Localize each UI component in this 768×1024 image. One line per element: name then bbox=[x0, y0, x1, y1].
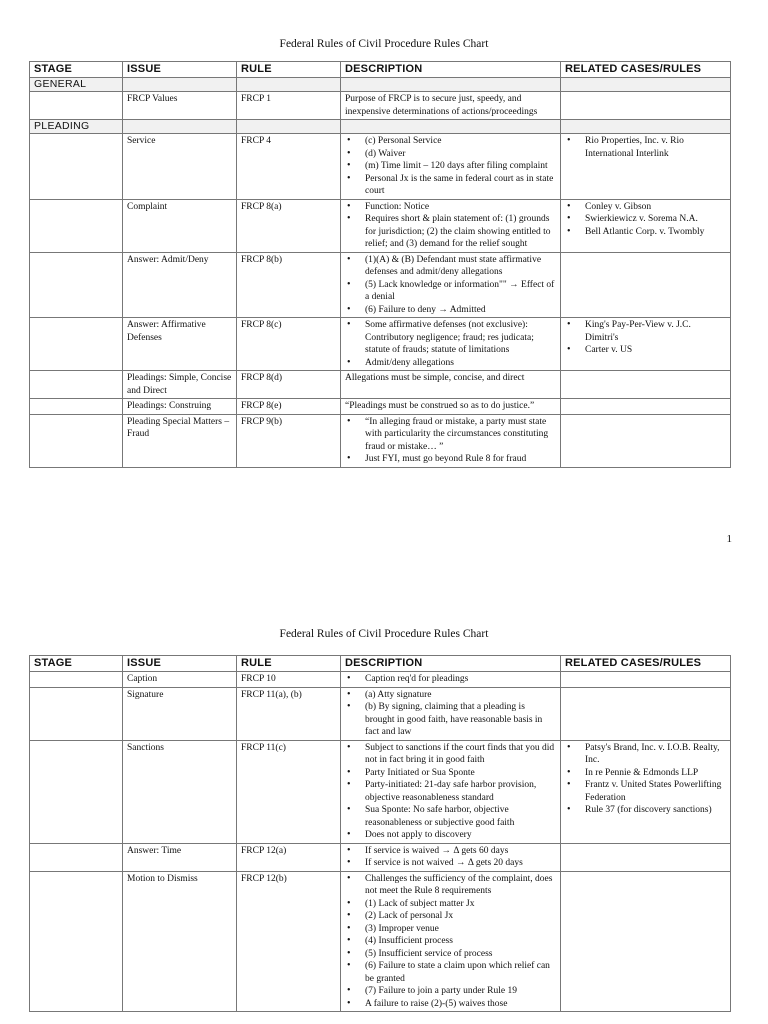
issue-cell: Motion to Dismiss bbox=[123, 871, 237, 1012]
table-row bbox=[30, 871, 731, 1012]
description-bullet: • (m) Time limit – 120 days after filing complaint bbox=[365, 160, 556, 173]
description-bullet: • (3) Improper venue bbox=[365, 923, 556, 936]
description-bullet: • A failure to raise (2)-(5) waives those bbox=[365, 998, 556, 1011]
header-related-cases: RELATED CASES/RULES bbox=[561, 62, 731, 78]
description-cell bbox=[341, 871, 561, 1012]
rule-cell: FRCP 9(b) bbox=[237, 414, 341, 467]
table-row bbox=[30, 843, 731, 871]
description-cell bbox=[341, 318, 561, 371]
issue-cell: Complaint bbox=[123, 199, 237, 252]
table-header-row bbox=[30, 62, 731, 78]
document-page-2 bbox=[0, 600, 768, 1024]
case-bullet: • Bell Atlantic Corp. v. Twombly bbox=[585, 226, 726, 239]
description-bullet: • Party Initiated or Sua Sponte bbox=[365, 767, 556, 780]
page-gap bbox=[0, 560, 768, 600]
description-cell: “Pleadings must be construed so as to do justice.” bbox=[341, 399, 561, 415]
description-cell bbox=[341, 199, 561, 252]
description-bullet: • (5) Lack knowledge or information"" → Effect of a denial bbox=[365, 279, 556, 304]
description-bullet: • (6) Failure to state a claim upon which relief can be granted bbox=[365, 960, 556, 985]
description-bullet: • Just FYI, must go beyond Rule 8 for fraud bbox=[365, 453, 556, 466]
description-bullet: • (7) Failure to join a party under Rule 19 bbox=[365, 985, 556, 998]
rule-cell: FRCP 10 bbox=[237, 672, 341, 688]
description-cell bbox=[341, 414, 561, 467]
related-cases-cell bbox=[561, 134, 731, 200]
description-bullet: • (a) Atty signature bbox=[365, 689, 556, 702]
description-bullet: • If service is not waived → Δ gets 20 days bbox=[365, 857, 556, 870]
issue-cell: FRCP Values bbox=[123, 92, 237, 120]
issue-cell: Sanctions bbox=[123, 740, 237, 843]
case-bullet: • Rule 37 (for discovery sanctions) bbox=[585, 804, 726, 817]
header-issue: ISSUE bbox=[123, 62, 237, 78]
description-bullet: • Personal Jx is the same in federal court as in state court bbox=[365, 173, 556, 198]
issue-cell: Service bbox=[123, 134, 237, 200]
description-bullet: • Party-initiated: 21-day safe harbor provision, objective reasonableness standard bbox=[365, 779, 556, 804]
description-bullet: • (2) Lack of personal Jx bbox=[365, 910, 556, 923]
rule-cell: FRCP 8(e) bbox=[237, 399, 341, 415]
case-bullet: • Patsy's Brand, Inc. v. I.O.B. Realty, Inc. bbox=[585, 742, 726, 767]
description-bullet: • (5) Insufficient service of process bbox=[365, 948, 556, 961]
table-row bbox=[30, 687, 731, 740]
case-bullet: • Frantz v. United States Powerlifting Federation bbox=[585, 779, 726, 804]
description-bullet: • (6) Failure to deny → Admitted bbox=[365, 304, 556, 317]
page-number: 1 bbox=[726, 533, 732, 545]
case-bullet: • King's Pay-Per-View v. J.C. Dimitri's bbox=[585, 319, 726, 344]
table-header-row bbox=[30, 656, 731, 672]
description-bullet: • Does not apply to discovery bbox=[365, 829, 556, 842]
issue-cell: Pleadings: Simple, Concise and Direct bbox=[123, 371, 237, 399]
issue-cell: Answer: Affirmative Defenses bbox=[123, 318, 237, 371]
rules-chart-table bbox=[29, 61, 731, 468]
description-bullet: • If service is waived → Δ gets 60 days bbox=[365, 845, 556, 858]
description-bullet: • (1)(A) & (B) Defendant must state affirmative defenses and admit/deny allegations bbox=[365, 254, 556, 279]
document-title: Federal Rules of Civil Procedure Rules Chart bbox=[279, 628, 489, 640]
issue-cell: Pleading Special Matters – Fraud bbox=[123, 414, 237, 467]
description-bullet: • Sua Sponte: No safe harbor, objective reasonableness or subjective good faith bbox=[365, 804, 556, 829]
rule-cell: FRCP 8(b) bbox=[237, 252, 341, 318]
issue-cell: Pleadings: Construing bbox=[123, 399, 237, 415]
header-stage: STAGE bbox=[30, 656, 123, 672]
table-row bbox=[30, 199, 731, 252]
rule-cell: FRCP 8(d) bbox=[237, 371, 341, 399]
description-bullet: • (1) Lack of subject matter Jx bbox=[365, 898, 556, 911]
description-bullet: • (d) Waiver bbox=[365, 148, 556, 161]
stage-row-general bbox=[30, 78, 731, 92]
table-row bbox=[30, 252, 731, 318]
stage-label: GENERAL bbox=[30, 78, 123, 92]
rule-cell: FRCP 4 bbox=[237, 134, 341, 200]
header-rule: RULE bbox=[237, 62, 341, 78]
description-bullet: • Some affirmative defenses (not exclusive): Contributory negligence; fraud; res judicata; statute of frauds; statute of limitations bbox=[365, 319, 556, 357]
table-row bbox=[30, 399, 731, 415]
description-cell bbox=[341, 134, 561, 200]
rule-cell: FRCP 12(b) bbox=[237, 871, 341, 1012]
description-bullet: • (b) By signing, claiming that a pleading is brought in good faith, have reasonable basis in fact and law bbox=[365, 701, 556, 739]
table-row bbox=[30, 371, 731, 399]
description-bullet: • “In alleging fraud or mistake, a party must state with particularity the circumstances constituting fraud or mistake… ” bbox=[365, 416, 556, 454]
rule-cell: FRCP 1 bbox=[237, 92, 341, 120]
related-cases-cell bbox=[561, 740, 731, 843]
case-bullet: • Swierkiewicz v. Sorema N.A. bbox=[585, 213, 726, 226]
description-cell bbox=[341, 252, 561, 318]
related-cases-cell bbox=[561, 199, 731, 252]
stage-row-pleading bbox=[30, 120, 731, 134]
table-row bbox=[30, 740, 731, 843]
header-issue: ISSUE bbox=[123, 656, 237, 672]
header-description: DESCRIPTION bbox=[341, 62, 561, 78]
table-row bbox=[30, 134, 731, 200]
rule-cell: FRCP 11(a), (b) bbox=[237, 687, 341, 740]
description-cell bbox=[341, 672, 561, 688]
header-description: DESCRIPTION bbox=[341, 656, 561, 672]
description-bullet: • Function: Notice bbox=[365, 201, 556, 214]
description-bullet: • Caption req'd for pleadings bbox=[365, 673, 556, 686]
description-cell bbox=[341, 687, 561, 740]
rule-cell: FRCP 11(c) bbox=[237, 740, 341, 843]
description-bullet: • Subject to sanctions if the court finds that you did not in fact bring it in good faith bbox=[365, 742, 556, 767]
description-cell: Allegations must be simple, concise, and direct bbox=[341, 371, 561, 399]
document-title: Federal Rules of Civil Procedure Rules Chart bbox=[279, 38, 489, 50]
description-cell bbox=[341, 740, 561, 843]
case-bullet: • In re Pennie & Edmonds LLP bbox=[585, 767, 726, 780]
issue-cell: Answer: Admit/Deny bbox=[123, 252, 237, 318]
description-bullet: • (c) Personal Service bbox=[365, 135, 556, 148]
table-row bbox=[30, 92, 731, 120]
rule-cell: FRCP 8(a) bbox=[237, 199, 341, 252]
issue-cell: Caption bbox=[123, 672, 237, 688]
case-bullet: • Rio Properties, Inc. v. Rio International Interlink bbox=[585, 135, 726, 160]
description-bullet: • (4) Insufficient process bbox=[365, 935, 556, 948]
description-bullet: • Challenges the sufficiency of the complaint, does not meet the Rule 8 requirements bbox=[365, 873, 556, 898]
description-bullet: • Requires short & plain statement of: (1) grounds for jurisdiction; (2) the claim showing entitled to relief; and (3) demand for the relief sought bbox=[365, 213, 556, 251]
table-row bbox=[30, 318, 731, 371]
issue-cell: Signature bbox=[123, 687, 237, 740]
description-cell bbox=[341, 843, 561, 871]
header-related-cases: RELATED CASES/RULES bbox=[561, 656, 731, 672]
header-stage: STAGE bbox=[30, 62, 123, 78]
case-bullet: • Conley v. Gibson bbox=[585, 201, 726, 214]
case-bullet: • Carter v. US bbox=[585, 344, 726, 357]
description-cell: Purpose of FRCP is to secure just, speedy, and inexpensive determinations of actions/proceedings bbox=[341, 92, 561, 120]
related-cases-cell bbox=[561, 318, 731, 371]
table-row bbox=[30, 414, 731, 467]
description-bullet: • Admit/deny allegations bbox=[365, 357, 556, 370]
rule-cell: FRCP 12(a) bbox=[237, 843, 341, 871]
rules-chart-table bbox=[29, 655, 731, 1012]
table-row bbox=[30, 672, 731, 688]
stage-label: PLEADING bbox=[30, 120, 123, 134]
rule-cell: FRCP 8(c) bbox=[237, 318, 341, 371]
issue-cell: Answer: Time bbox=[123, 843, 237, 871]
header-rule: RULE bbox=[237, 656, 341, 672]
